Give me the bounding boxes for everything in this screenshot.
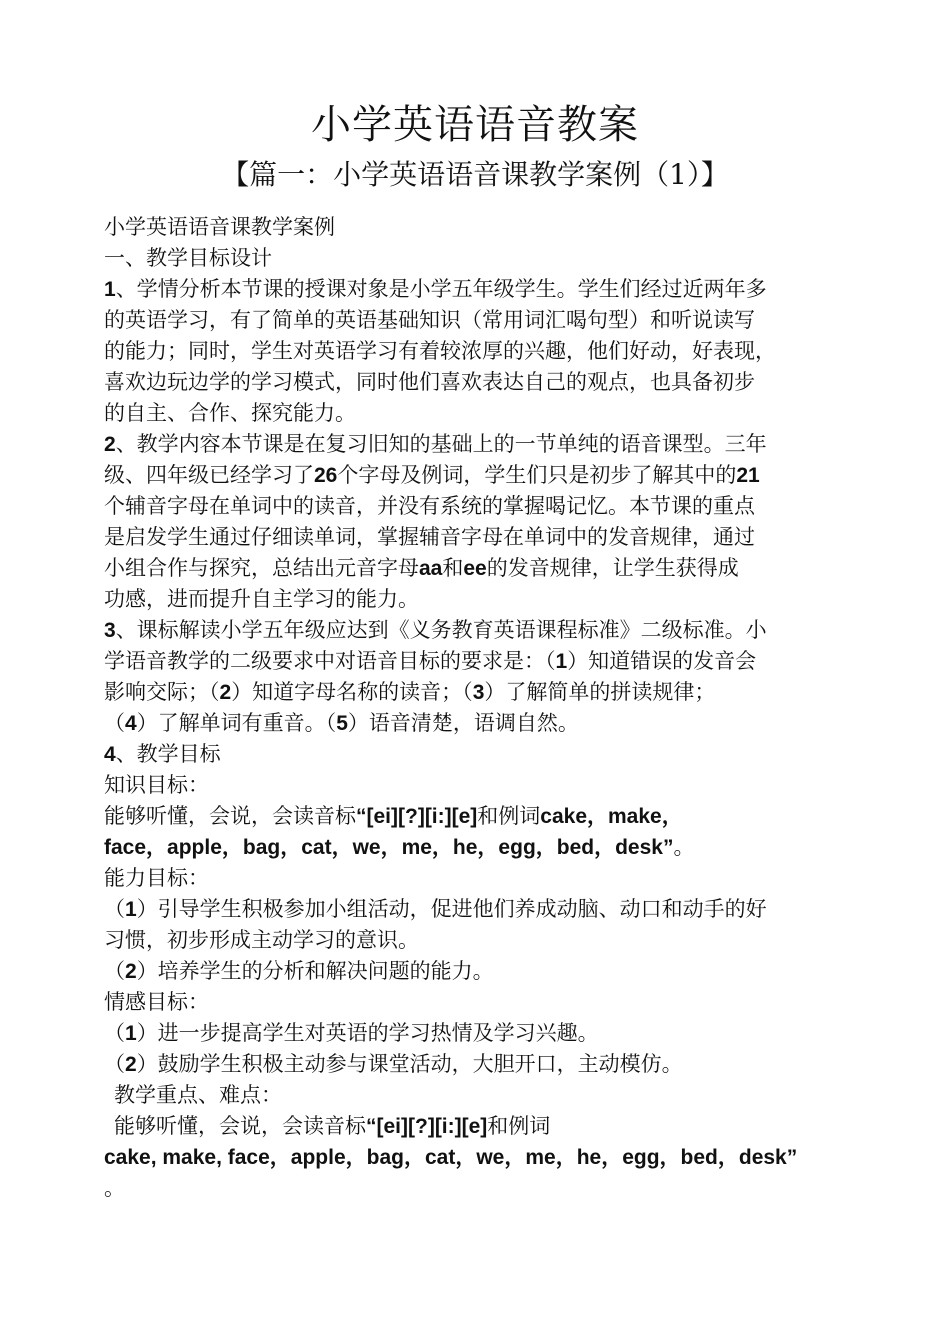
- para-text: 、学情分析本节课的授课对象是小学五年级学生。学生们经过近两年多: [115, 277, 767, 301]
- para-text: ）引导学生积极参加小组活动，促进他们养成动脑、动口和动手的好: [136, 897, 767, 921]
- example-words: cake, make, face，apple，bag，cat，we，me，he，egg，bed，desk”: [104, 1146, 798, 1169]
- phonetic-symbols: “[ei][?][i:][e]: [366, 1115, 488, 1138]
- para-text: 学语音教学的二级要求中对语音目标的要求是：（: [104, 649, 556, 673]
- period: 。: [673, 835, 695, 859]
- para-3-line-2: [104, 646, 849, 677]
- emotion-label: 情感目标：: [104, 990, 209, 1014]
- para-3-line-3: [104, 677, 849, 708]
- item-number: 3: [472, 681, 485, 704]
- para-number: 4: [104, 743, 116, 766]
- section-heading: 一、教学目标设计: [104, 246, 272, 270]
- example-words: cake，make，: [540, 805, 683, 828]
- key-line-3: 。: [104, 1176, 125, 1200]
- para-text: 个字母及例词，学生们只是初步了解其中的: [337, 463, 737, 487]
- para-text: 影响交际；（: [104, 680, 220, 704]
- open-paren: （: [104, 1021, 125, 1045]
- para-text: 小组合作与探究，总结出元音字母: [104, 556, 419, 580]
- para-1-line-5: 的自主、合作、探究能力。: [104, 401, 356, 425]
- emotion-1: [104, 1018, 849, 1049]
- para-text: 的发音规律，让学生获得成: [486, 556, 739, 580]
- item-number: 1: [125, 898, 137, 921]
- ability-1-line-1: [104, 894, 849, 925]
- para-text: 、课标解读小学五年级应达到《义务教育英语课程标准》二级标准。小: [115, 618, 767, 642]
- key-label: 教学重点、难点：: [114, 1083, 282, 1107]
- para-text: 和例词: [477, 804, 541, 828]
- para-text: ）语音清楚，语调自然。: [347, 711, 579, 735]
- key-line-1: [104, 1111, 849, 1142]
- para-number: 1: [104, 278, 116, 301]
- para-text: 和: [442, 556, 464, 580]
- para-2-line-3: 个辅音字母在单词中的读音，并没有系统的掌握喝记忆。本节课的重点: [104, 494, 755, 518]
- para-1-line-3: 的能力；同时，学生对英语学习有着较浓厚的兴趣，他们好动，好表现，: [104, 339, 776, 363]
- para-2-line-6: 功感，进而提升自主学习的能力。: [104, 587, 419, 611]
- emotion-2: [104, 1049, 849, 1080]
- para-4: [104, 739, 849, 770]
- ability-label: 能力目标：: [104, 866, 209, 890]
- doc-heading: 小学英语语音课教学案例: [104, 215, 335, 239]
- para-text: ）鼓励学生积极主动参与课堂活动，大胆开口，主动模仿。: [136, 1052, 683, 1076]
- para-2-line-2: [104, 460, 849, 491]
- para-text: 能够听懂，会说，会读音标: [104, 804, 356, 828]
- term-aa: aa: [419, 557, 443, 580]
- para-text: ）进一步提高学生对英语的学习热情及学习兴趣。: [136, 1021, 599, 1045]
- para-1-line-2: 的英语学习，有了简单的英语基础知识（常用词汇喝句型）和听说读写: [104, 308, 755, 332]
- ability-2: [104, 956, 849, 987]
- phonetic-symbols: “[ei][?][i:][e]: [356, 805, 478, 828]
- open-paren: （: [104, 1052, 125, 1076]
- knowledge-line-2: [104, 832, 849, 863]
- para-text: ）知道字母名称的读音；（: [231, 680, 473, 704]
- item-number: 1: [555, 650, 568, 673]
- para-2-line-5: [104, 553, 849, 584]
- term-ee: ee: [463, 557, 487, 580]
- para-text: 能够听懂，会说，会读音标: [114, 1114, 366, 1138]
- number-26: 26: [314, 464, 338, 487]
- open-paren: （: [104, 959, 125, 983]
- para-3-line-1: [104, 615, 849, 646]
- page-subtitle: 【篇一：小学英语语音课教学案例（1）】: [221, 158, 729, 191]
- para-1-line-4: 喜欢边玩边学的学习模式，同时他们喜欢表达自己的观点，也具备初步: [104, 370, 755, 394]
- document-body: [104, 212, 849, 1204]
- para-number: 3: [104, 619, 116, 642]
- item-number: 1: [125, 1022, 137, 1045]
- para-text: ）培养学生的分析和解决问题的能力。: [136, 959, 494, 983]
- para-text: （: [104, 711, 125, 735]
- key-line-2: [104, 1142, 849, 1173]
- para-2-line-4: 是启发学生通过仔细读单词，掌握辅音字母在单词中的发音规律，通过: [104, 525, 755, 549]
- para-text: ）了解单词有重音。（: [136, 711, 337, 735]
- example-words: face，apple，bag，cat，we，me，he，egg，bed，desk”: [104, 836, 674, 859]
- item-number: 2: [125, 960, 137, 983]
- item-number: 2: [125, 1053, 137, 1076]
- para-1-line-1: [104, 274, 849, 305]
- para-number: 2: [104, 433, 116, 456]
- para-3-line-4: [104, 708, 849, 739]
- knowledge-line-1: [104, 801, 849, 832]
- para-text: ）了解简单的拼读规律；: [484, 680, 716, 704]
- item-number: 2: [219, 681, 232, 704]
- para-text: 级、四年级已经学习了: [104, 463, 314, 487]
- para-text: 、教学目标: [115, 742, 221, 766]
- open-paren: （: [104, 897, 125, 921]
- item-number: 4: [125, 712, 137, 735]
- number-21: 21: [736, 464, 760, 487]
- para-text: 、教学内容本节课是在复习旧知的基础上的一节单纯的语音课型。三年: [115, 432, 767, 456]
- item-number: 5: [336, 712, 348, 735]
- ability-1-line-2: 习惯，初步形成主动学习的意识。: [104, 928, 419, 952]
- para-text: ）知道错误的发音会: [567, 649, 757, 673]
- para-2-line-1: [104, 429, 849, 460]
- page-title: 小学英语语音教案: [311, 102, 639, 148]
- para-text: 和例词: [487, 1114, 551, 1138]
- knowledge-label: 知识目标：: [104, 773, 209, 797]
